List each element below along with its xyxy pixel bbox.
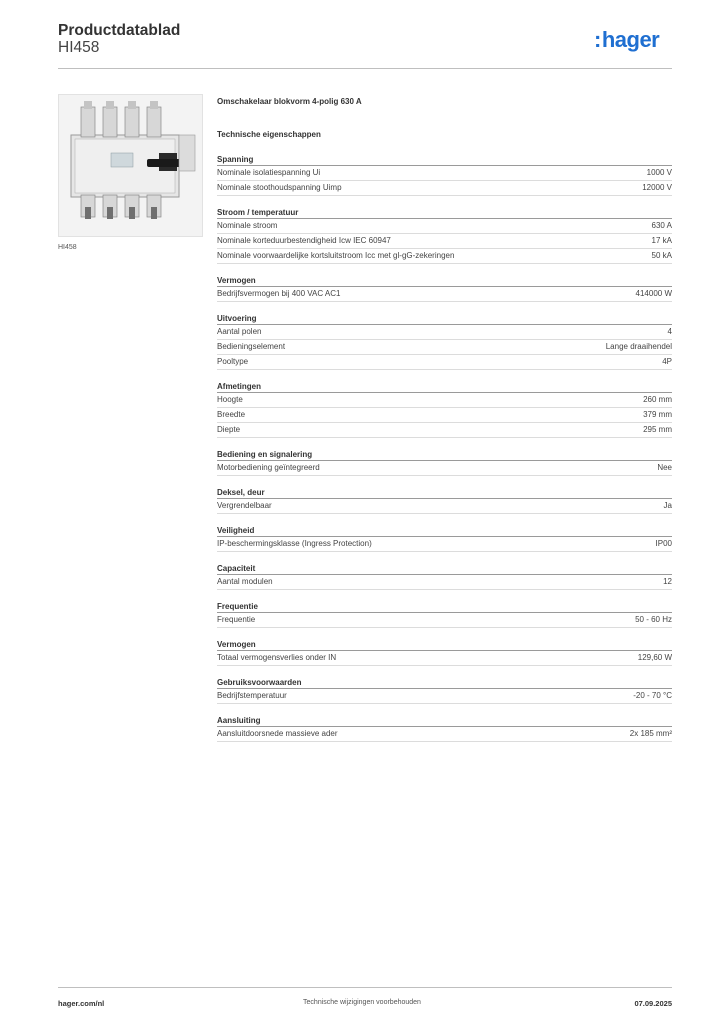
- spec-row: [217, 287, 672, 302]
- spec-row: [217, 249, 672, 264]
- spec-sections: [217, 154, 672, 753]
- footer-disclaimer: Technische wijzigingen voorbehouden: [303, 999, 421, 1006]
- logo-mark-icon: :: [594, 27, 601, 52]
- spec-value: 129,60 W: [637, 653, 672, 662]
- spec-row: [217, 575, 672, 590]
- spec-value: Nee: [657, 463, 672, 472]
- spec-row: [217, 355, 672, 370]
- spec-label: Aantal modulen: [217, 577, 273, 586]
- spec-section: [217, 525, 672, 563]
- spec-value: -20 - 70 °C: [633, 691, 672, 700]
- spec-value: 4: [667, 327, 672, 336]
- spec-value: 630 A: [651, 221, 672, 230]
- spec-section: [217, 715, 672, 753]
- footer-date: 07.09.2025: [634, 999, 672, 1008]
- spec-row: [217, 393, 672, 408]
- spec-section: [217, 313, 672, 381]
- spec-value: 379 mm: [643, 410, 672, 419]
- spec-label: Hoogte: [217, 395, 243, 404]
- section-title: Capaciteit: [217, 563, 672, 575]
- spec-value: 12: [663, 577, 672, 586]
- section-title: Afmetingen: [217, 381, 672, 393]
- spec-value: 50 - 60 Hz: [635, 615, 672, 624]
- section-title: Aansluiting: [217, 715, 672, 727]
- spec-label: Diepte: [217, 425, 241, 434]
- spec-label: IP-beschermingsklasse (Ingress Protection): [217, 539, 372, 548]
- spec-row: [217, 234, 672, 249]
- spec-row: [217, 408, 672, 423]
- spec-label: Bedieningselement: [217, 342, 286, 351]
- section-title: Vermogen: [217, 639, 672, 651]
- spec-row: [217, 651, 672, 666]
- page-title: Productdatablad: [58, 22, 181, 39]
- product-title: Omschakelaar blokvorm 4-polig 630 A: [217, 97, 362, 106]
- spec-section: [217, 154, 672, 207]
- spec-value: IP00: [655, 539, 672, 548]
- image-caption: HI458: [58, 244, 77, 251]
- spec-row: [217, 423, 672, 438]
- footer-website: hager.com/nl: [58, 999, 105, 1008]
- header-divider: [58, 68, 672, 69]
- spec-value: 414000 W: [635, 289, 672, 298]
- spec-row: [217, 166, 672, 181]
- spec-content: [217, 97, 672, 753]
- technical-properties-heading: Technische eigenschappen: [217, 130, 321, 139]
- spec-label: Aansluitdoorsnede massieve ader: [217, 729, 338, 738]
- hager-logo: [594, 27, 659, 53]
- spec-label: Bedrijfsvermogen bij 400 VAC AC1: [217, 289, 341, 298]
- section-title: Gebruiksvoorwaarden: [217, 677, 672, 689]
- spec-label: Nominale korteduurbestendigheid Icw IEC 60947: [217, 236, 391, 245]
- spec-value: 1000 V: [646, 168, 672, 177]
- section-title: Bediening en signalering: [217, 449, 672, 461]
- section-title: Stroom / temperatuur: [217, 207, 672, 219]
- spec-label: Nominale isolatiespanning Ui: [217, 168, 321, 177]
- spec-section: [217, 381, 672, 449]
- section-title: Spanning: [217, 154, 672, 166]
- section-title: Frequentie: [217, 601, 672, 613]
- spec-value: 17 kA: [651, 236, 672, 245]
- product-image: [58, 94, 203, 237]
- spec-row: [217, 613, 672, 628]
- spec-label: Motorbediening geïntegreerd: [217, 463, 320, 472]
- spec-row: [217, 689, 672, 704]
- spec-value: Ja: [663, 501, 672, 510]
- footer-divider: [58, 987, 672, 988]
- spec-value: 50 kA: [651, 251, 672, 260]
- logo-text: hager: [601, 27, 660, 52]
- spec-label: Nominale stroom: [217, 221, 278, 230]
- spec-section: [217, 275, 672, 313]
- spec-value: 12000 V: [642, 183, 672, 192]
- spec-row: [217, 325, 672, 340]
- spec-section: [217, 449, 672, 487]
- spec-section: [217, 639, 672, 677]
- section-title: Vermogen: [217, 275, 672, 287]
- spec-value: 260 mm: [643, 395, 672, 404]
- spec-row: [217, 219, 672, 234]
- spec-row: [217, 461, 672, 476]
- spec-label: Vergrendelbaar: [217, 501, 272, 510]
- spec-label: Frequentie: [217, 615, 256, 624]
- spec-value: Lange draaihendel: [605, 342, 672, 351]
- section-title: Veiligheid: [217, 525, 672, 537]
- spec-label: Breedte: [217, 410, 246, 419]
- spec-row: [217, 499, 672, 514]
- spec-label: Pooltype: [217, 357, 249, 366]
- spec-row: [217, 340, 672, 355]
- spec-section: [217, 207, 672, 275]
- spec-value: 4P: [662, 357, 672, 366]
- spec-value: 295 mm: [643, 425, 672, 434]
- spec-row: [217, 537, 672, 552]
- spec-row: [217, 181, 672, 196]
- product-code: HI458: [58, 39, 100, 56]
- spec-section: [217, 601, 672, 639]
- spec-label: Aantal polen: [217, 327, 262, 336]
- spec-value: 2x 185 mm²: [629, 729, 672, 738]
- spec-label: Nominale voorwaardelijke kortsluitstroom Icc met gl-gG-zekeringen: [217, 251, 455, 260]
- spec-label: Totaal vermogensverlies onder IN: [217, 653, 337, 662]
- spec-section: [217, 677, 672, 715]
- spec-section: [217, 487, 672, 525]
- section-title: Deksel, deur: [217, 487, 672, 499]
- spec-row: [217, 727, 672, 742]
- spec-section: [217, 563, 672, 601]
- spec-label: Nominale stoothoudspanning Uimp: [217, 183, 342, 192]
- section-title: Uitvoering: [217, 313, 672, 325]
- spec-label: Bedrijfstemperatuur: [217, 691, 287, 700]
